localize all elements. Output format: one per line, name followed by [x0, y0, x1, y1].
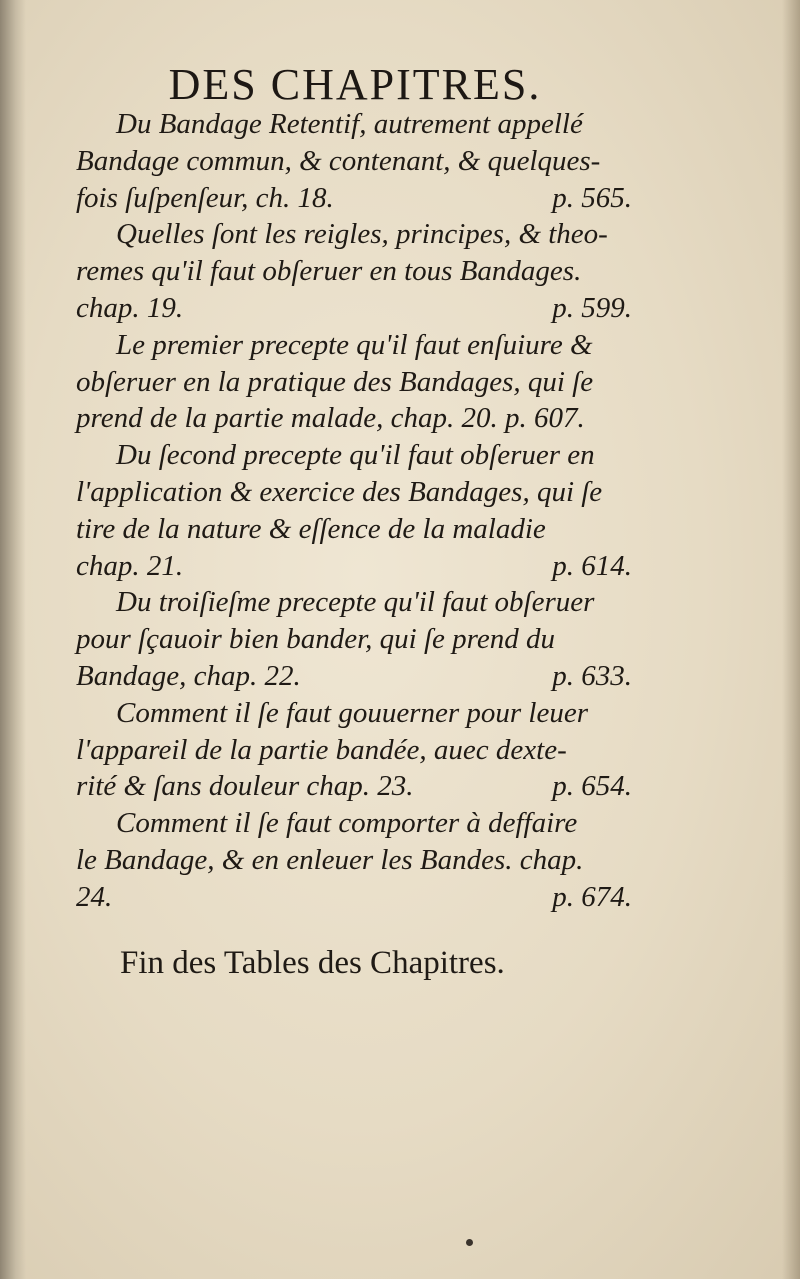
toc-line-text: l'appareil de la partie bandée, auec dexte- [76, 733, 567, 766]
toc-line-text: Bandage commun, & contenant, & quelques- [76, 144, 601, 177]
toc-line [76, 584, 632, 621]
toc-line-text: tire de la nature & eſſence de la maladie [76, 512, 546, 545]
toc-line [76, 474, 632, 511]
toc-line [76, 621, 632, 658]
toc-line [76, 216, 632, 253]
toc-line-text: pour ſçauoir bien bander, qui ſe prend du [76, 623, 555, 656]
toc-page-number: p. 674. [552, 880, 632, 913]
toc-line [76, 364, 632, 401]
toc-line [76, 400, 632, 437]
toc-line-text: chap. 19. [76, 291, 184, 324]
toc-line-text: remes qu'il faut obſeruer en tous Bandages. [76, 255, 582, 288]
toc-line [76, 143, 632, 180]
toc-line [76, 879, 632, 916]
toc-line [76, 695, 632, 732]
page-edge-shadow [782, 0, 800, 1279]
toc-line [76, 290, 632, 327]
toc-line [76, 732, 632, 769]
toc-line-text: Du troiſieſme precepte qu'il faut obſeruer [116, 586, 595, 619]
toc-line [76, 180, 632, 217]
toc-line [76, 842, 632, 879]
toc-line-text: prend de la partie malade, chap. 20. p. 607. [76, 402, 585, 435]
toc-line-text: rité & ſans douleur chap. 23. [76, 770, 414, 803]
toc-line-text: Du ſecond precepte qu'il faut obſeruer en [116, 439, 595, 472]
toc-line-text: 24. [76, 880, 113, 913]
toc-line [76, 511, 632, 548]
toc-line [76, 548, 632, 585]
toc-line-text: Le premier precepte qu'il faut enſuiure & [116, 328, 593, 361]
closing-line: Fin des Tables des Chapitres. [120, 945, 505, 981]
toc-line [76, 253, 632, 290]
toc-page-number: p. 599. [552, 291, 632, 324]
toc-line [76, 768, 632, 805]
toc-line-text: obſeruer en la pratique des Bandages, qui ſe [76, 365, 594, 398]
table-of-chapters [76, 106, 632, 916]
toc-line-text: le Bandage, & en enleuer les Bandes. chap. [76, 843, 584, 876]
toc-line [76, 805, 632, 842]
toc-line-text: Quelles ſont les reigles, principes, & theo- [116, 218, 608, 251]
toc-line-text: Comment il ſe faut gouuerner pour leuer [116, 696, 589, 729]
toc-line-text: chap. 21. [76, 549, 184, 582]
toc-line [76, 327, 632, 364]
toc-page-number: p. 614. [552, 549, 632, 582]
toc-line [76, 106, 632, 143]
toc-page-number: p. 633. [552, 659, 632, 692]
toc-page-number: p. 565. [552, 181, 632, 214]
page-heading: DES CHAPITRES. [168, 60, 542, 109]
toc-line-text: l'application & exercice des Bandages, qui ſe [76, 475, 603, 508]
toc-line-text: fois ſuſpenſeur, ch. 18. [76, 181, 334, 214]
toc-line-text: Comment il ſe faut comporter à deffaire [116, 807, 578, 840]
toc-line-text: Du Bandage Retentif, autrement appellé [116, 108, 583, 140]
toc-line [76, 437, 632, 474]
toc-line [76, 658, 632, 695]
ink-dot [466, 1239, 473, 1246]
toc-page-number: p. 654. [552, 770, 632, 803]
spine-shadow [0, 0, 26, 1279]
toc-line-text: Bandage, chap. 22. [76, 659, 301, 692]
